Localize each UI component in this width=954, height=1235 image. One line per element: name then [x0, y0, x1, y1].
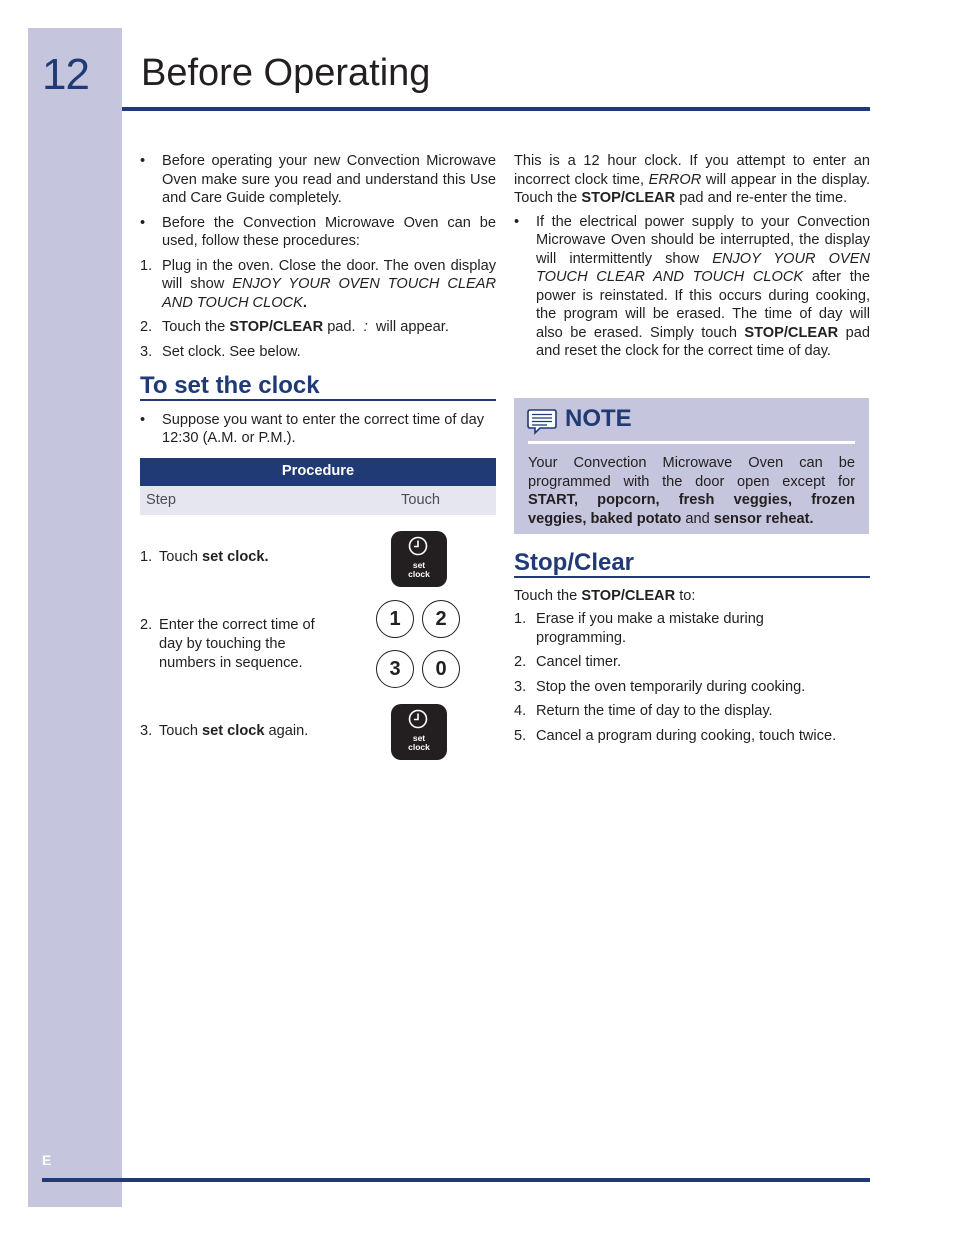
list-item: • If the electrical power supply to your Convection Microwave Oven should be interrupted, the display will intermittently show ENJOY YOUR OVEN TOUCH CLEAR AND TOUCH CLOCK after the power is reinstated. If this occurs during cooking, the program will be erased. The time of day will also be erased. Simply touch STOP/CLEAR pad and reset the clock for the correct time of day.: [514, 213, 870, 359]
intro-steps: [140, 257, 496, 362]
list-item: 3. Set clock. See below.: [140, 343, 301, 360]
footer-rule: [42, 1178, 870, 1182]
procedure-table: [140, 458, 496, 515]
set-clock-heading: To set the clock: [140, 377, 496, 401]
list-item: • Before the Convection Microwave Oven can be used, follow these procedures:: [140, 214, 496, 249]
touch-column-header: Touch: [401, 491, 440, 508]
note-rule: [528, 441, 855, 444]
right-column: [514, 152, 870, 367]
step-column-header: Step: [146, 491, 177, 508]
list-item: • Before operating your new Convection Microwave Oven make sure you read and understand this Use and Care Guide completely.: [140, 153, 496, 206]
page-title: Before Operating: [141, 52, 431, 94]
page-number: 12: [42, 50, 89, 99]
note-title: NOTE: [565, 405, 632, 432]
clock-icon: [408, 709, 428, 729]
list-item: 3. Stop the oven temporarily during cooking.: [514, 678, 806, 695]
note-icon: [527, 408, 557, 436]
set-clock-key: set clock: [391, 531, 447, 587]
stop-clear-heading: Stop/Clear: [514, 554, 870, 578]
stop-clear-intro: Touch the STOP/CLEAR to:: [514, 587, 696, 604]
list-item: 5. Cancel a program during cooking, touch twice.: [514, 727, 837, 744]
list-item: 2. Cancel timer.: [514, 654, 622, 670]
list-item: • Suppose you want to enter the correct time of day 12:30 (A.M. or P.M.).: [140, 411, 485, 446]
clock-icon: [408, 536, 428, 556]
list-item: 1. Plug in the oven. Close the door. The oven display will show ENJOY YOUR OVEN TOUCH CLEAR AND TOUCH CLOCK.: [140, 257, 496, 311]
number-key-0: 0: [422, 650, 460, 688]
procedure-header: Procedure: [281, 463, 355, 480]
list-item: 1. Erase if you make a mistake during programming.: [514, 611, 764, 646]
power-bullets: [514, 213, 870, 361]
list-item: 4. Return the time of day to the display.: [514, 703, 773, 719]
set-clock-bullets: [140, 411, 496, 448]
side-band: [28, 28, 122, 1207]
number-key-2: 2: [422, 600, 460, 638]
procedure-step: 2. Enter the correct time of day by touching the numbers in sequence.: [140, 617, 315, 671]
set-clock-key: set clock: [391, 704, 447, 760]
procedure-step: 3. Touch set clock again.: [140, 723, 309, 739]
stop-clear-list: [514, 610, 870, 745]
number-key-1: 1: [376, 600, 414, 638]
clock-paragraph: This is a 12 hour clock. If you attempt to enter an incorrect clock time, ERROR will appear in the display. Touch the STOP/CLEAR pad and re-enter the time.: [514, 153, 871, 206]
language-mark: E: [42, 1152, 52, 1168]
list-item: 2. Touch the STOP/CLEAR pad. : will appear.: [140, 319, 449, 335]
stop-clear-section: [514, 549, 870, 751]
note-box: [514, 398, 869, 534]
header-rule: [122, 107, 870, 111]
procedure-step: 1. Touch set clock.: [140, 549, 269, 565]
number-key-3: 3: [376, 650, 414, 688]
left-column: [140, 152, 496, 515]
intro-bullets: [140, 152, 496, 251]
note-text: Your Convection Microwave Oven can be programmed with the door open except for START, popcorn, fresh veggies, frozen veggies, baked potato and sensor reheat.: [528, 455, 855, 527]
